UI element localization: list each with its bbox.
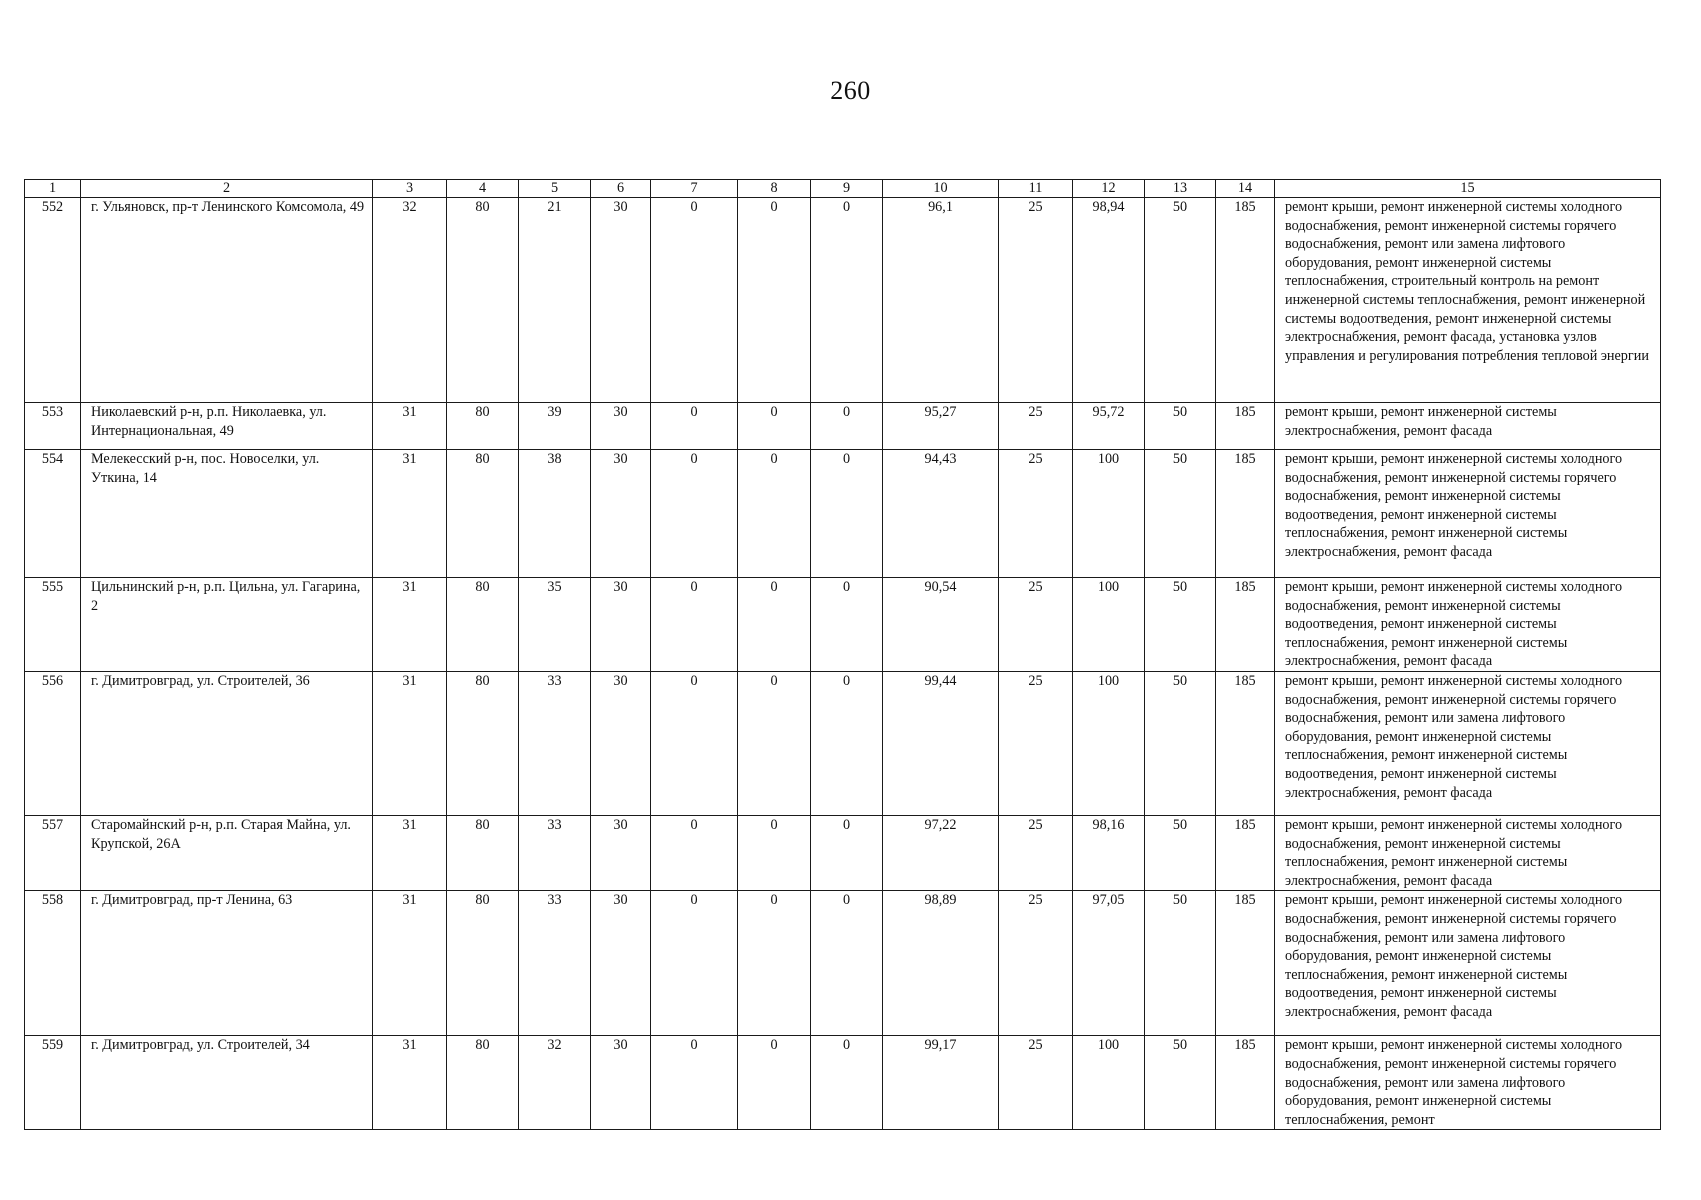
- row-number: 553: [25, 403, 81, 450]
- value-cell-11: 25: [999, 403, 1073, 450]
- value-cell-8: 0: [738, 198, 811, 403]
- works-cell: ремонт крыши, ремонт инженерной системы холодного водоснабжения, ремонт инженерной системы теплоснабжения, ремонт инженерной системы электроснабжения, ремонт фасада: [1275, 815, 1661, 890]
- value-cell-11: 25: [999, 198, 1073, 403]
- table-row: [25, 198, 1661, 403]
- value-cell-7: 0: [651, 198, 738, 403]
- value-cell-3: 31: [373, 578, 447, 672]
- value-cell-13: 50: [1145, 671, 1216, 815]
- value-cell-9: 0: [811, 578, 883, 672]
- value-cell-12: 97,05: [1073, 891, 1145, 1036]
- value-cell-6: 30: [591, 671, 651, 815]
- value-cell-13: 50: [1145, 403, 1216, 450]
- value-cell-11: 25: [999, 671, 1073, 815]
- column-header-10: 10: [883, 180, 999, 198]
- value-cell-3: 31: [373, 1036, 447, 1130]
- value-cell-9: 0: [811, 815, 883, 890]
- value-cell-7: 0: [651, 671, 738, 815]
- column-header-8: 8: [738, 180, 811, 198]
- value-cell-7: 0: [651, 450, 738, 578]
- address-cell: г. Димитровград, ул. Строителей, 34: [81, 1036, 373, 1130]
- value-cell-4: 80: [447, 450, 519, 578]
- works-cell: ремонт крыши, ремонт инженерной системы холодного водоснабжения, ремонт инженерной системы горячего водоснабжения, ремонт инженерной системы водоотведения, ремонт инженерной системы теплоснабжения, ремонт инженерной системы электроснабжения, ремонт фасада: [1275, 450, 1661, 578]
- value-cell-6: 30: [591, 1036, 651, 1130]
- value-cell-12: 98,94: [1073, 198, 1145, 403]
- value-cell-14: 185: [1216, 1036, 1275, 1130]
- value-cell-7: 0: [651, 403, 738, 450]
- works-cell: ремонт крыши, ремонт инженерной системы холодного водоснабжения, ремонт инженерной системы горячего водоснабжения, ремонт или замена лифтового оборудования, ремонт инженерной системы теплоснабжения, строительный контроль на ремонт инженерной системы теплоснабжения, ремонт инженерной системы водоотведения, ремонт инженерной системы электроснабжения, ремонт фасада, установка узлов управления и регулирования потребления тепловой энергии: [1275, 198, 1661, 403]
- value-cell-13: 50: [1145, 198, 1216, 403]
- value-cell-5: 33: [519, 815, 591, 890]
- value-cell-8: 0: [738, 450, 811, 578]
- value-cell-11: 25: [999, 815, 1073, 890]
- value-cell-11: 25: [999, 450, 1073, 578]
- value-cell-11: 25: [999, 891, 1073, 1036]
- value-cell-12: 95,72: [1073, 403, 1145, 450]
- value-cell-10: 90,54: [883, 578, 999, 672]
- column-header-14: 14: [1216, 180, 1275, 198]
- value-cell-6: 30: [591, 450, 651, 578]
- value-cell-7: 0: [651, 815, 738, 890]
- value-cell-5: 33: [519, 891, 591, 1036]
- works-cell: ремонт крыши, ремонт инженерной системы холодного водоснабжения, ремонт инженерной системы горячего водоснабжения, ремонт или замена лифтового оборудования, ремонт инженерной системы теплоснабжения, ремонт инженерной системы водоотведения, ремонт инженерной системы электроснабжения, ремонт фасада: [1275, 891, 1661, 1036]
- value-cell-8: 0: [738, 815, 811, 890]
- value-cell-11: 25: [999, 1036, 1073, 1130]
- value-cell-14: 185: [1216, 578, 1275, 672]
- column-header-12: 12: [1073, 180, 1145, 198]
- value-cell-14: 185: [1216, 671, 1275, 815]
- value-cell-10: 96,1: [883, 198, 999, 403]
- value-cell-14: 185: [1216, 198, 1275, 403]
- value-cell-13: 50: [1145, 450, 1216, 578]
- value-cell-3: 31: [373, 450, 447, 578]
- column-header-7: 7: [651, 180, 738, 198]
- value-cell-5: 21: [519, 198, 591, 403]
- column-header-2: 2: [81, 180, 373, 198]
- row-number: 552: [25, 198, 81, 403]
- page-number: 260: [830, 76, 871, 105]
- value-cell-10: 99,17: [883, 1036, 999, 1130]
- value-cell-13: 50: [1145, 1036, 1216, 1130]
- value-cell-8: 0: [738, 671, 811, 815]
- value-cell-5: 33: [519, 671, 591, 815]
- value-cell-14: 185: [1216, 891, 1275, 1036]
- row-number: 555: [25, 578, 81, 672]
- value-cell-9: 0: [811, 403, 883, 450]
- value-cell-4: 80: [447, 198, 519, 403]
- value-cell-10: 99,44: [883, 671, 999, 815]
- works-cell: ремонт крыши, ремонт инженерной системы электроснабжения, ремонт фасада: [1275, 403, 1661, 450]
- row-number: 557: [25, 815, 81, 890]
- value-cell-4: 80: [447, 891, 519, 1036]
- data-table: [24, 179, 1661, 1130]
- column-header-1: 1: [25, 180, 81, 198]
- value-cell-8: 0: [738, 891, 811, 1036]
- value-cell-4: 80: [447, 1036, 519, 1130]
- value-cell-10: 95,27: [883, 403, 999, 450]
- value-cell-5: 39: [519, 403, 591, 450]
- value-cell-7: 0: [651, 1036, 738, 1130]
- address-cell: Цильнинский р-н, р.п. Цильна, ул. Гагарина, 2: [81, 578, 373, 672]
- value-cell-3: 31: [373, 815, 447, 890]
- value-cell-12: 100: [1073, 1036, 1145, 1130]
- value-cell-10: 97,22: [883, 815, 999, 890]
- value-cell-4: 80: [447, 578, 519, 672]
- value-cell-13: 50: [1145, 578, 1216, 672]
- column-header-11: 11: [999, 180, 1073, 198]
- value-cell-6: 30: [591, 891, 651, 1036]
- column-header-3: 3: [373, 180, 447, 198]
- works-cell: ремонт крыши, ремонт инженерной системы холодного водоснабжения, ремонт инженерной системы горячего водоснабжения, ремонт или замена лифтового оборудования, ремонт инженерной системы теплоснабжения, ремонт: [1275, 1036, 1661, 1130]
- row-number: 559: [25, 1036, 81, 1130]
- value-cell-9: 0: [811, 671, 883, 815]
- value-cell-14: 185: [1216, 450, 1275, 578]
- works-cell: ремонт крыши, ремонт инженерной системы холодного водоснабжения, ремонт инженерной системы горячего водоснабжения, ремонт или замена лифтового оборудования, ремонт инженерной системы теплоснабжения, ремонт инженерной системы водоотведения, ремонт инженерной системы электроснабжения, ремонт фасада: [1275, 671, 1661, 815]
- row-number: 558: [25, 891, 81, 1036]
- address-cell: г. Димитровград, ул. Строителей, 36: [81, 671, 373, 815]
- table-row: [25, 1036, 1661, 1130]
- column-header-5: 5: [519, 180, 591, 198]
- value-cell-12: 98,16: [1073, 815, 1145, 890]
- value-cell-4: 80: [447, 815, 519, 890]
- table-row: [25, 891, 1661, 1036]
- value-cell-14: 185: [1216, 403, 1275, 450]
- value-cell-12: 100: [1073, 450, 1145, 578]
- value-cell-5: 32: [519, 1036, 591, 1130]
- value-cell-12: 100: [1073, 671, 1145, 815]
- value-cell-7: 0: [651, 578, 738, 672]
- value-cell-8: 0: [738, 1036, 811, 1130]
- value-cell-11: 25: [999, 578, 1073, 672]
- column-header-15: 15: [1275, 180, 1661, 198]
- value-cell-3: 31: [373, 403, 447, 450]
- value-cell-10: 98,89: [883, 891, 999, 1036]
- value-cell-6: 30: [591, 815, 651, 890]
- value-cell-9: 0: [811, 891, 883, 1036]
- column-header-4: 4: [447, 180, 519, 198]
- value-cell-13: 50: [1145, 815, 1216, 890]
- value-cell-7: 0: [651, 891, 738, 1036]
- address-cell: Старомайнский р-н, р.п. Старая Майна, ул. Крупской, 26А: [81, 815, 373, 890]
- value-cell-8: 0: [738, 578, 811, 672]
- value-cell-10: 94,43: [883, 450, 999, 578]
- address-cell: Николаевский р-н, р.п. Николаевка, ул. Интернациональная, 49: [81, 403, 373, 450]
- value-cell-4: 80: [447, 671, 519, 815]
- row-number: 556: [25, 671, 81, 815]
- column-header-9: 9: [811, 180, 883, 198]
- value-cell-9: 0: [811, 1036, 883, 1130]
- value-cell-9: 0: [811, 450, 883, 578]
- value-cell-13: 50: [1145, 891, 1216, 1036]
- value-cell-8: 0: [738, 403, 811, 450]
- address-cell: г. Ульяновск, пр-т Ленинского Комсомола, 49: [81, 198, 373, 403]
- table-row: [25, 815, 1661, 890]
- column-header-6: 6: [591, 180, 651, 198]
- value-cell-3: 32: [373, 198, 447, 403]
- address-cell: Мелекесский р-н, пос. Новоселки, ул. Уткина, 14: [81, 450, 373, 578]
- value-cell-5: 38: [519, 450, 591, 578]
- table-row: [25, 578, 1661, 672]
- value-cell-14: 185: [1216, 815, 1275, 890]
- table-row: [25, 403, 1661, 450]
- row-number: 554: [25, 450, 81, 578]
- value-cell-5: 35: [519, 578, 591, 672]
- value-cell-3: 31: [373, 671, 447, 815]
- value-cell-4: 80: [447, 403, 519, 450]
- value-cell-6: 30: [591, 403, 651, 450]
- value-cell-6: 30: [591, 198, 651, 403]
- column-header-13: 13: [1145, 180, 1216, 198]
- value-cell-12: 100: [1073, 578, 1145, 672]
- works-cell: ремонт крыши, ремонт инженерной системы холодного водоснабжения, ремонт инженерной системы водоотведения, ремонт инженерной системы теплоснабжения, ремонт инженерной системы электроснабжения, ремонт фасада: [1275, 578, 1661, 672]
- header-row: [25, 180, 1661, 198]
- value-cell-9: 0: [811, 198, 883, 403]
- value-cell-3: 31: [373, 891, 447, 1036]
- value-cell-6: 30: [591, 578, 651, 672]
- address-cell: г. Димитровград, пр-т Ленина, 63: [81, 891, 373, 1036]
- table-row: [25, 671, 1661, 815]
- table-row: [25, 450, 1661, 578]
